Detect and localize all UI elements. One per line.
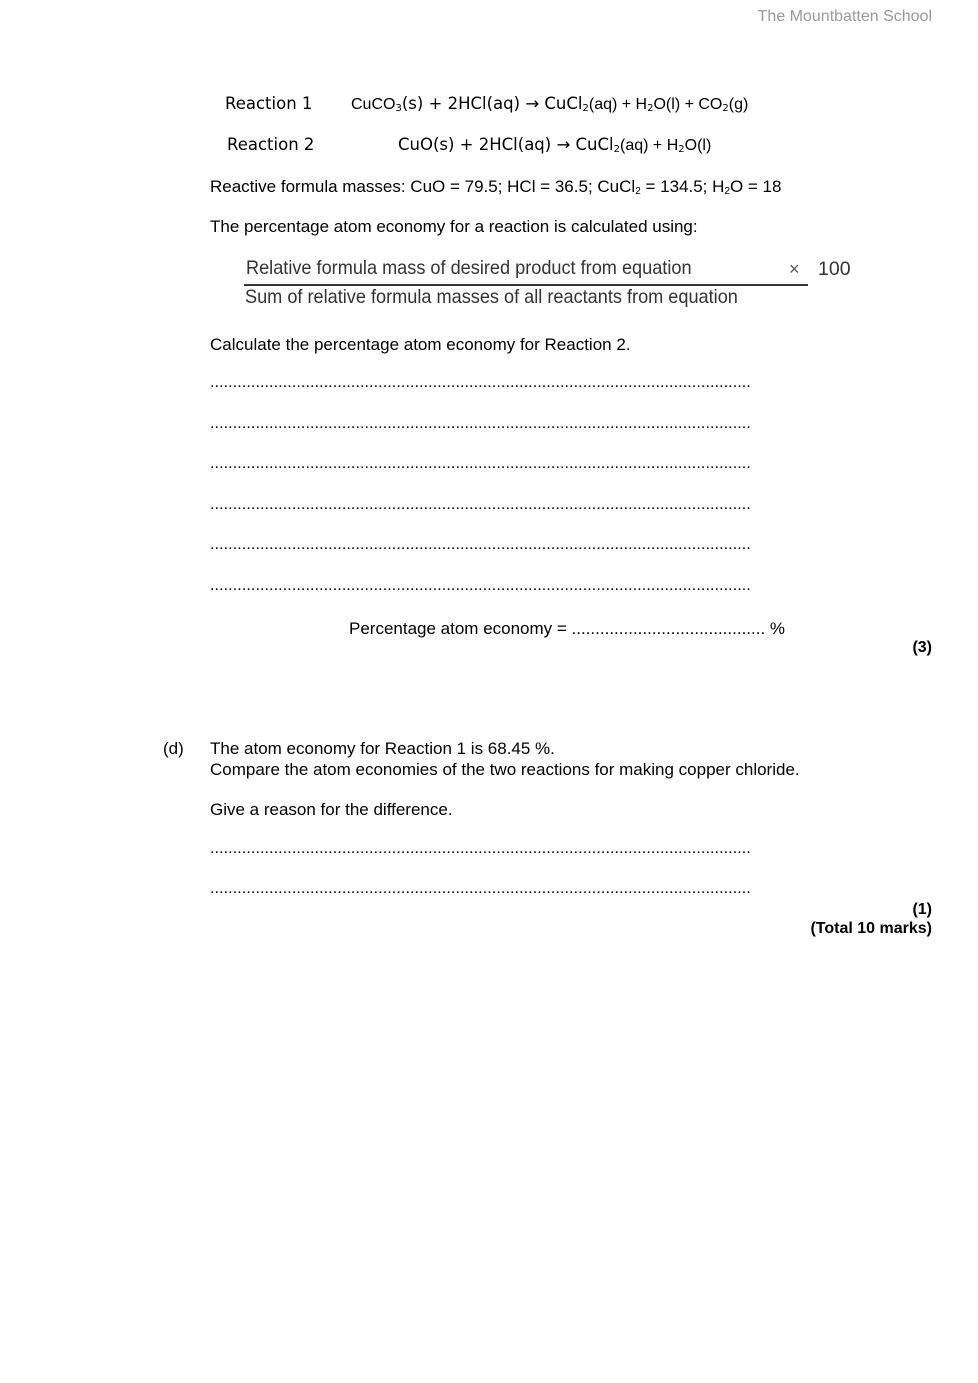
r2-product-end: O(l) [684, 137, 712, 154]
school-name: The Mountbatten School [757, 8, 932, 25]
r1-product-mid: O(l) + CO [653, 96, 723, 113]
question-d-line3: Give a reason for the difference. [210, 800, 453, 819]
r1-sub: 3 [395, 103, 402, 114]
formula-intro: The percentage atom economy for a reaction is calculated using: [210, 217, 698, 236]
masses-text: O = 18 [729, 177, 782, 196]
r2-sub: 2 [678, 144, 685, 155]
answer-line[interactable]: ....................................................................................................................... [210, 577, 751, 594]
reaction-2-label: Reaction 2 [227, 135, 315, 154]
masses-text: Reactive formula masses: CuO = 79.5; HCl = 36.5; CuCl [210, 177, 636, 196]
r1-product-end: (g) [728, 96, 749, 113]
answer-line[interactable]: ....................................................................................................................... [210, 840, 751, 857]
question-c-prompt: Calculate the percentage atom economy for Reaction 2. [210, 335, 631, 354]
answer-line[interactable]: ....................................................................................................................... [210, 374, 751, 391]
r1-sub: 2 [647, 103, 654, 114]
masses-text: = 134.5; H [640, 177, 725, 196]
answer-line[interactable]: ....................................................................................................................... [210, 415, 751, 432]
multiply-sign: × [789, 259, 800, 279]
answer-line[interactable]: ....................................................................................................................... [210, 880, 751, 897]
hundred-factor: 100 [818, 258, 851, 280]
percentage-answer-field[interactable]: Percentage atom economy = ......................................... % [349, 619, 786, 638]
r1-sub: 2 [582, 103, 589, 114]
marks-d: (1) [912, 901, 932, 918]
formula-masses [210, 176, 781, 197]
question-d-line2: Compare the atom economies of the two reactions for making copper chloride. [210, 760, 800, 779]
r1-sub: 2 [722, 103, 729, 114]
total-marks: (Total 10 marks) [810, 920, 932, 937]
masses-sub: 2 [635, 186, 641, 197]
fraction-denominator: Sum of relative formula masses of all reactants from equation [245, 286, 738, 308]
r2-product-mid: (aq) + H [620, 137, 679, 154]
question-d-number: (d) [163, 739, 184, 758]
marks-c: (3) [912, 639, 932, 656]
fraction-numerator: Relative formula mass of desired product from equation [246, 257, 692, 279]
r1-product-mid: (aq) + H [588, 96, 648, 113]
question-d-line1: The atom economy for Reaction 1 is 68.45 %. [210, 739, 555, 758]
reaction-1-label: Reaction 1 [225, 94, 313, 113]
masses-sub: 2 [724, 186, 730, 197]
r1-lhs-rest: (s) + 2HCl(aq) → CuCl [401, 94, 583, 113]
r2-sub: 2 [613, 144, 620, 155]
reaction-1-equation [351, 94, 748, 115]
r1-reactant: CuCO [351, 96, 396, 113]
answer-line[interactable]: ....................................................................................................................... [210, 536, 751, 553]
answer-line[interactable]: ....................................................................................................................... [210, 455, 751, 472]
answer-line[interactable]: ....................................................................................................................... [210, 496, 751, 513]
r2-lhs: CuO(s) + 2HCl(aq) → CuCl [398, 135, 614, 154]
reaction-2-equation [398, 135, 711, 156]
